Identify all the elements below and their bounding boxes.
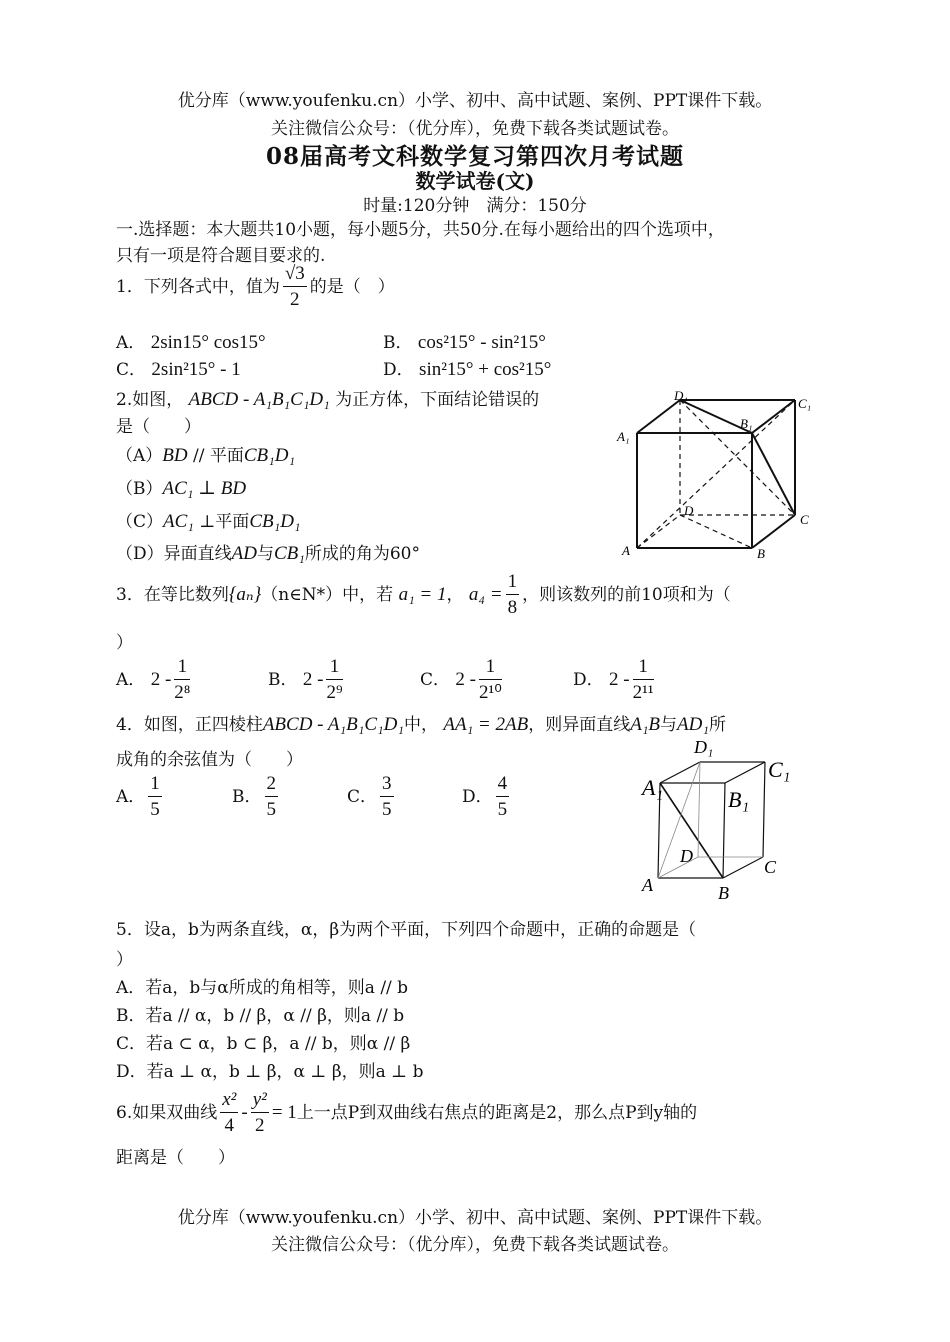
q2-option-d: （D）异面直线AD与CB₁所成的角为60° (116, 543, 420, 564)
edge-b1c1 (752, 400, 795, 433)
hidden-diag-ac1 (637, 400, 795, 548)
label-a: A (642, 875, 653, 895)
q1-option-b: B． cos²15° - sin²15° (383, 332, 546, 353)
label-c: C (764, 857, 777, 877)
q5-option-a: A．若a，b与α所成的角相等，则a // b (116, 978, 409, 998)
header-line2: 关注微信公众号：（优分库），免费下载各类试题试卷。 (271, 119, 679, 139)
label-d: D (680, 846, 693, 866)
hidden-diag-bd (680, 515, 752, 548)
question-6-stem-cont: 距离是（ ） (116, 1148, 235, 1168)
label-a1: A₁ (642, 775, 664, 800)
question-4-stem-cont: 成角的余弦值为（ ） (116, 750, 303, 770)
q3-option-d: D． 2 - $\frac{1}{\text{2¹¹}}$ (573, 656, 654, 703)
q4-option-d: D． $\frac{4}{5}$ (462, 773, 508, 820)
exam-meta: 时量:120分钟 满分：150分 (363, 196, 587, 216)
section-instruction-line2: 只有一项是符合题目要求的. (116, 246, 326, 266)
label-d: D (684, 503, 694, 518)
q3-option-b: B． 2 - $\frac{1}{\text{2⁹}}$ (268, 656, 343, 703)
label-d1: D₁ (694, 737, 714, 757)
edge-bb1 (723, 783, 725, 878)
q4-option-c: C． $\frac{3}{5}$ (347, 773, 392, 820)
q5-option-d: D．若a ⊥ α，b ⊥ β，α ⊥ β，则a ⊥ b (116, 1062, 424, 1082)
label-d1: D₁ (674, 388, 688, 403)
edge-cc1 (763, 762, 765, 857)
edge-b1c1 (725, 762, 765, 783)
q1-option-a: A． 2sin15° cos15° (116, 332, 266, 353)
label-c1: C₁ (798, 396, 812, 411)
edge-a1d1 (660, 762, 700, 783)
label-c: C (800, 512, 809, 527)
q1-option-d: D． sin²15° + cos²15° (383, 359, 552, 380)
prism-figure (640, 735, 800, 905)
q2-option-a: （A）BD // 平面CB₁D₁ (116, 445, 296, 466)
edge-bc (723, 857, 763, 878)
question-1-stem: 1．下列各式中，值为 $\frac{√3}{2}$ 的是（ ） (116, 262, 395, 313)
question-2-stem-cont: 是（ ） (116, 417, 201, 437)
q4-option-a: A． $\frac{1}{5}$ (116, 773, 160, 820)
hidden-edge-ad (637, 515, 680, 548)
page-title: 08届高考文科数学复习第四次月考试题 (265, 143, 684, 170)
edge-bc (752, 515, 795, 548)
header-line1: 优分库（www.youfenku.cn）小学、初中、高中试题、案例、PPT课件下载。 (177, 91, 773, 111)
question-3-stem-cont: ） (116, 633, 133, 653)
label-b1: B₁ (740, 416, 753, 431)
question-4-stem: 4．如图，正四棱柱ABCD - A₁B₁C₁D₁中， AA₁ = 2AB，则异面直线A₁B与AD₁所 (116, 714, 726, 735)
line-ad1 (658, 762, 700, 878)
question-3-stem: 3．在等比数列{aₙ}（n∈N*）中，若 a₁ = 1， a₄ = $\frac{1}{8}$ ，则该数列的前10项和为（ (116, 570, 731, 621)
q4-option-b: B． $\frac{2}{5}$ (232, 773, 276, 820)
question-2-stem: 2.如图， ABCD - A₁B₁C₁D₁ 为正方体，下面结论错误的 (116, 389, 540, 410)
q3-fraction: $\frac{1}{8}$ (507, 571, 518, 618)
question-5-stem: 5．设a，b为两条直线，α，β为两个平面，下列四个命题中，正确的命题是（ (116, 920, 697, 940)
hidden-diag-d1c (680, 400, 795, 515)
cube-figure (612, 388, 822, 563)
q2-option-c: （C）AC₁ ⊥平面CB₁D₁ (116, 511, 301, 532)
q1-option-c: C． 2sin²15° - 1 (116, 359, 241, 380)
label-b: B (718, 883, 729, 903)
label-a1: A₁ (617, 429, 630, 444)
q5-option-c: C．若a ⊂ α，b ⊂ β，a // b，则α // β (116, 1034, 411, 1054)
q3-option-c: C． 2 - $\frac{1}{\text{2¹⁰}}$ (420, 656, 502, 703)
q2-option-b: （B）AC₁ ⊥ BD (116, 478, 247, 499)
q3-option-a: A． 2 - $\frac{1}{\text{2⁸}}$ (116, 656, 191, 703)
footer-line1: 优分库（www.youfenku.cn）小学、初中、高中试题、案例、PPT课件下载。 (177, 1208, 773, 1228)
edge-a1d1 (637, 400, 680, 433)
question-5-stem-cont: ） (116, 950, 133, 970)
q1-fraction: $\frac{√3}{2}$ (284, 263, 305, 310)
label-b: B (757, 546, 765, 561)
section-instruction-line1: 一.选择题：本大题共10小题，每小题5分，共50分.在每小题给出的四个选项中， (116, 220, 725, 240)
question-6-stem: 6.如果双曲线 $\frac{\text{x²}}{4}$ - $\frac{\text{y²}}{2}$ = 1上一点P到双曲线右焦点的距离是2，那么点P到y轴的 (116, 1089, 698, 1136)
label-a: A (622, 543, 630, 558)
page-subtitle: 数学试卷(文) (415, 169, 535, 193)
footer-line2: 关注微信公众号：（优分库），免费下载各类试题试卷。 (271, 1235, 679, 1255)
diag-b1c (752, 433, 795, 515)
q5-option-b: B．若a // α，b // β，α // β，则a // b (116, 1006, 405, 1026)
label-b1: B₁ (728, 787, 750, 812)
label-c1: C₁ (768, 757, 791, 782)
